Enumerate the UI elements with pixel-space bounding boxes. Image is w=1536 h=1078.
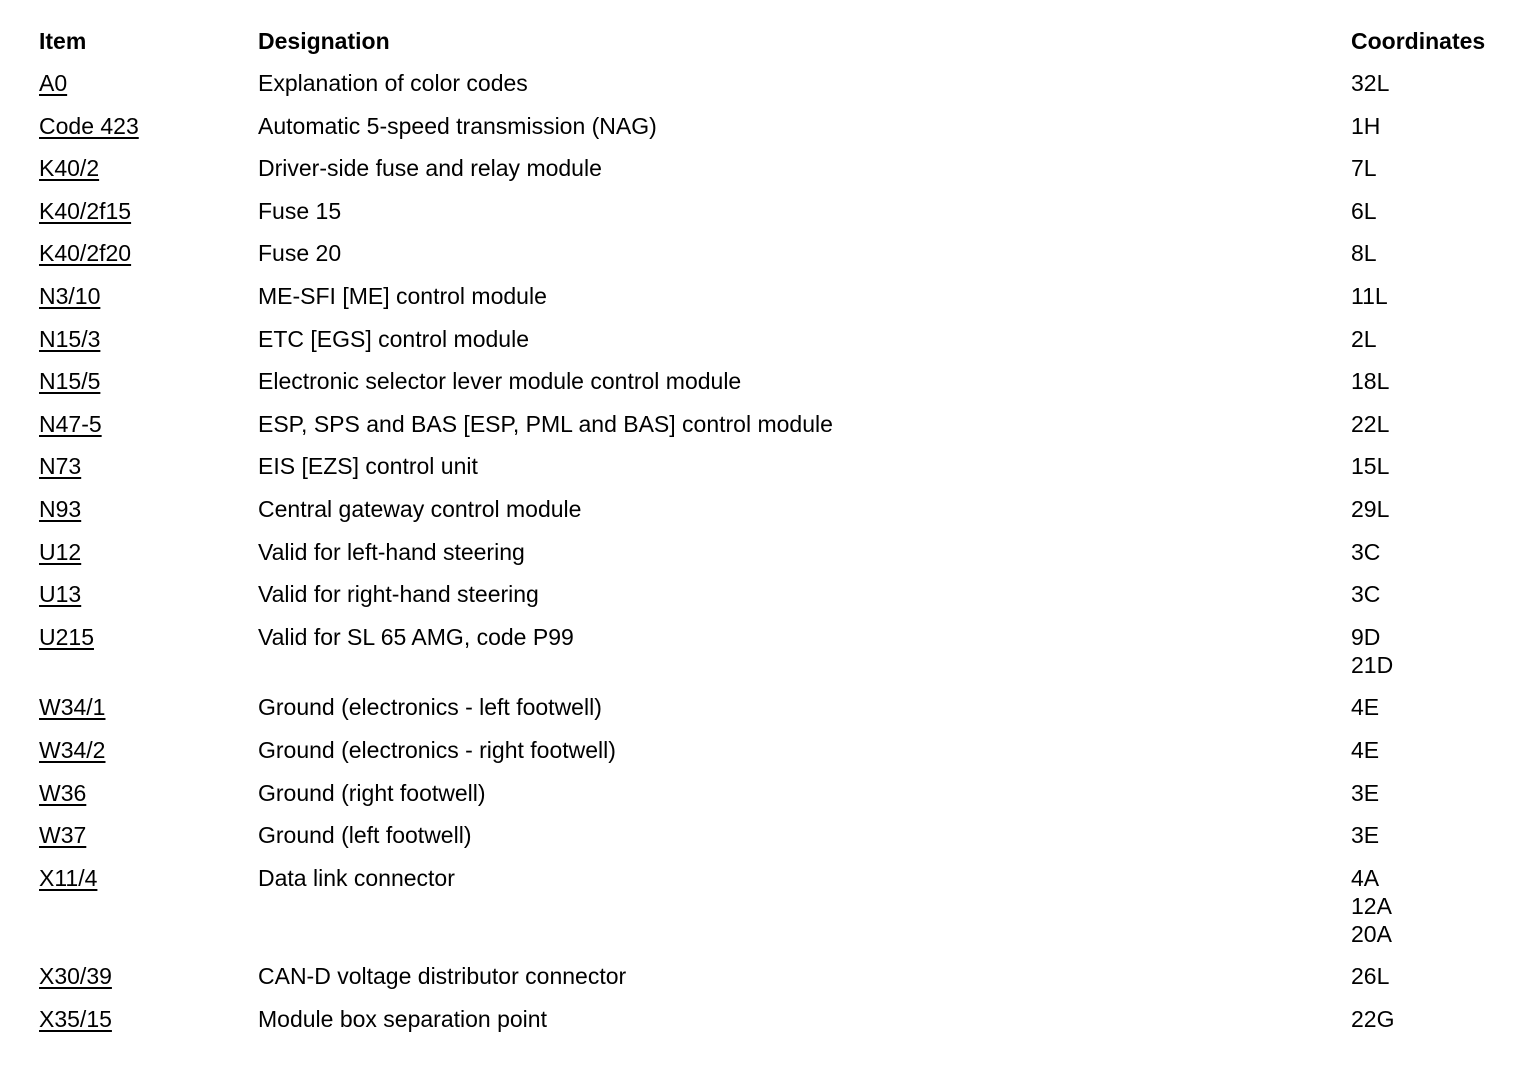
table-row <box>0 112 1536 140</box>
designation-text: Fuse 15 <box>258 197 342 224</box>
designation-text: Explanation of color codes <box>258 70 528 96</box>
table-row <box>0 962 1536 990</box>
table-row <box>0 779 1536 807</box>
coordinate-value: 15L <box>1351 453 1390 480</box>
item-link[interactable]: N93 <box>39 496 82 522</box>
table-row <box>0 154 1536 182</box>
coordinates-cell <box>1351 112 1380 140</box>
designation-text: ME-SFI [ME] control module <box>258 283 547 309</box>
coordinates-cell <box>1351 197 1377 225</box>
item-link[interactable]: X11/4 <box>39 864 98 891</box>
table-row <box>0 69 1536 97</box>
table-row <box>0 736 1536 764</box>
coordinate-value: 18L <box>1351 368 1390 395</box>
coordinate-value: 3C <box>1351 581 1381 608</box>
table-row <box>0 864 1536 948</box>
coordinate-value: 29L <box>1351 496 1390 522</box>
item-link[interactable]: X35/15 <box>39 1006 112 1032</box>
coordinate-value: 20A <box>1351 920 1392 947</box>
item-link[interactable]: U12 <box>39 538 82 565</box>
item-link[interactable]: W34/1 <box>39 694 106 721</box>
coordinates-cell <box>1351 821 1379 849</box>
coordinate-value: 4E <box>1351 694 1380 721</box>
item-link[interactable]: Code 423 <box>39 112 139 139</box>
coordinates-cell <box>1351 779 1379 807</box>
coordinates-cell <box>1351 69 1389 97</box>
item-link[interactable]: N15/5 <box>39 368 101 395</box>
item-link[interactable]: N15/3 <box>39 325 101 352</box>
coordinate-value: 22L <box>1351 410 1390 437</box>
designation-text: Driver-side fuse and relay module <box>258 155 602 182</box>
designation-text: ETC [EGS] control module <box>258 325 529 352</box>
coordinates-cell <box>1351 495 1389 523</box>
table-row <box>0 1005 1536 1033</box>
coordinates-cell <box>1351 864 1392 948</box>
table-row <box>0 821 1536 849</box>
item-link[interactable]: U13 <box>39 581 82 608</box>
table-row <box>0 239 1536 267</box>
coordinates-cell <box>1351 580 1380 608</box>
coordinate-value: 1H <box>1351 112 1381 139</box>
coordinates-cell <box>1351 410 1389 438</box>
table-row <box>0 367 1536 395</box>
item-link[interactable]: K40/2 <box>39 155 100 182</box>
coordinates-cell <box>1351 282 1388 310</box>
coordinate-value: 4A <box>1351 864 1380 891</box>
designation-text: Data link connector <box>258 864 455 891</box>
coordinate-value: 11L <box>1351 283 1388 309</box>
designation-text: Ground (left footwell) <box>258 822 472 849</box>
coordinate-value: 3E <box>1351 822 1380 849</box>
item-link[interactable]: X30/39 <box>39 963 112 990</box>
table-row <box>0 693 1536 721</box>
coordinates-cell <box>1351 538 1380 566</box>
item-link[interactable]: N47-5 <box>39 410 102 437</box>
table-header <box>0 26 1536 56</box>
coordinates-cell <box>1351 367 1389 395</box>
table-row <box>0 452 1536 480</box>
coordinate-value: 8L <box>1351 240 1377 267</box>
table-row <box>0 197 1536 225</box>
table-row <box>0 410 1536 438</box>
header-designation: Designation <box>258 28 390 54</box>
coordinate-value: 12A <box>1351 892 1392 919</box>
coordinate-value: 2L <box>1351 325 1377 352</box>
item-link[interactable]: K40/2f20 <box>39 240 132 267</box>
coordinate-value: 32L <box>1351 70 1390 96</box>
coordinates-cell <box>1351 239 1377 267</box>
item-link[interactable]: W34/2 <box>39 737 106 763</box>
coordinate-value: 3C <box>1351 538 1381 565</box>
table-row <box>0 495 1536 523</box>
item-link[interactable]: A0 <box>39 70 68 96</box>
coordinates-cell <box>1351 1005 1394 1033</box>
coordinate-value: 4E <box>1351 737 1380 763</box>
table-row <box>0 325 1536 353</box>
table-row <box>0 538 1536 566</box>
designation-text: EIS [EZS] control unit <box>258 453 478 480</box>
designation-text: Fuse 20 <box>258 240 342 267</box>
coordinate-value: 6L <box>1351 197 1377 224</box>
coordinates-cell <box>1351 154 1377 182</box>
coordinates-cell <box>1351 325 1377 353</box>
coordinate-value: 22G <box>1351 1006 1395 1032</box>
item-link[interactable]: K40/2f15 <box>39 197 132 224</box>
coordinate-value: 3E <box>1351 779 1380 806</box>
item-link[interactable]: N73 <box>39 453 82 480</box>
coordinates-cell <box>1351 452 1389 480</box>
header-coordinates: Coordinates <box>1351 28 1486 54</box>
designation-text: Central gateway control module <box>258 496 582 522</box>
designation-text: Valid for left-hand steering <box>258 538 525 565</box>
designation-text: Ground (right footwell) <box>258 779 486 806</box>
coordinates-cell <box>1351 693 1379 721</box>
designation-text: Valid for SL 65 AMG, code P99 <box>258 623 574 650</box>
coordinate-value: 9D <box>1351 623 1381 650</box>
coordinates-cell <box>1351 962 1389 990</box>
item-link[interactable]: W36 <box>39 779 87 806</box>
table-row <box>0 282 1536 310</box>
designation-text: ESP, SPS and BAS [ESP, PML and BAS] control module <box>258 410 833 437</box>
designation-text: Module box separation point <box>258 1006 547 1032</box>
designation-text: Automatic 5-speed transmission (NAG) <box>258 112 657 139</box>
item-link[interactable]: W37 <box>39 822 87 849</box>
designation-text: Valid for right-hand steering <box>258 581 539 608</box>
designation-text: Ground (electronics - right footwell) <box>258 737 616 763</box>
coordinate-value: 21D <box>1351 651 1394 678</box>
designation-text: Ground (electronics - left footwell) <box>258 694 602 721</box>
designation-text: CAN-D voltage distributor connector <box>258 963 627 990</box>
header-item: Item <box>39 28 87 54</box>
coordinate-value: 7L <box>1351 155 1377 182</box>
table-row <box>0 580 1536 608</box>
item-link[interactable]: U215 <box>39 623 94 650</box>
designation-text: Electronic selector lever module control module <box>258 368 742 395</box>
coordinates-cell <box>1351 623 1393 679</box>
item-link[interactable]: N3/10 <box>39 283 101 309</box>
coordinate-value: 26L <box>1351 963 1390 990</box>
coordinates-cell <box>1351 736 1379 764</box>
table-row <box>0 623 1536 679</box>
